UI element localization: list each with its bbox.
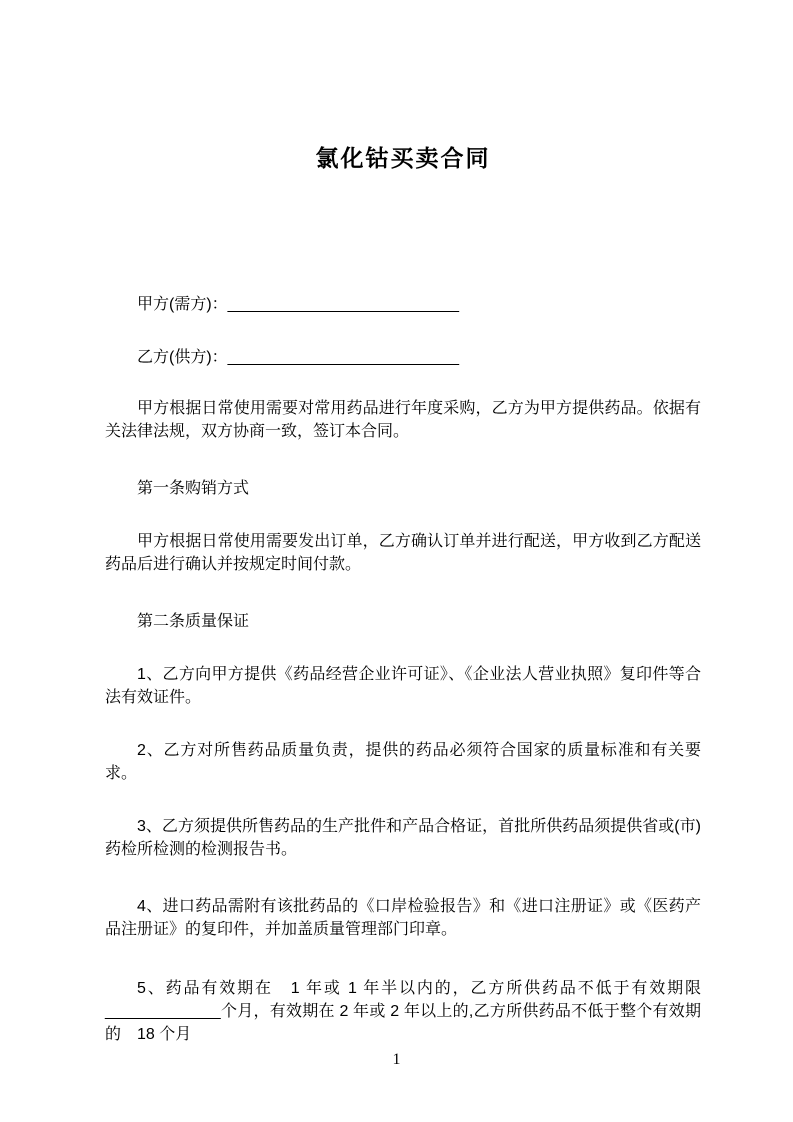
party-b-label: 乙方(供方)： [137,349,228,366]
section-heading: 第一条购销方式 [137,480,250,497]
page-content [0,142,793,1046]
party-a-label: 甲方(需方)： [137,296,228,313]
contract-paragraph: 甲方根据日常使用需要发出订单，乙方确认订单并进行配送，甲方收到乙方配送药品后进行确认并按规定时间付款。 [105,533,701,573]
page-number: 1 [392,1051,401,1068]
party-a-fill-in-blank: __________________________ [227,296,460,313]
document-title: 氯化钴买卖合同 [315,145,491,171]
contract-paragraph: 2、乙方对所售药品质量负责，提供的药品必须符合国家的质量标准和有关要求。 [105,742,701,782]
party-b-fill-in-blank: __________________________ [227,349,460,366]
contract-paragraph: 4、进口药品需附有该批药品的《口岸检验报告》和《进口注册证》或《医药产品注册证》的复印件，并加盖质量管理部门印章。 [105,898,701,938]
contract-paragraph: 1、乙方向甲方提供《药品经营企业许可证》、《企业法人营业执照》复印件等合法有效证件。 [105,666,701,706]
contract-paragraph: 甲方根据日常使用需要对常用药品进行年度采购，乙方为甲方提供药品。依据有关法律法规，双方协商一致，签订本合同。 [105,400,701,440]
contract-paragraph: 3、乙方须提供所售药品的生产批件和产品合格证，首批所供药品须提供省或(市)药检所检测的检测报告书。 [105,818,701,858]
party-b-row [105,346,701,369]
contract-paragraph: 5、药品有效期在 1 年或 1 年半以内的，乙方所供药品不低于有效期限_____________个月，有效期在 2 年或 2 年以上的,乙方所供药品不低于整个有效期的 18 个月 [105,980,701,1043]
contract-body [105,397,701,1046]
section-heading: 第二条质量保证 [137,613,250,630]
party-a-row [105,293,701,316]
